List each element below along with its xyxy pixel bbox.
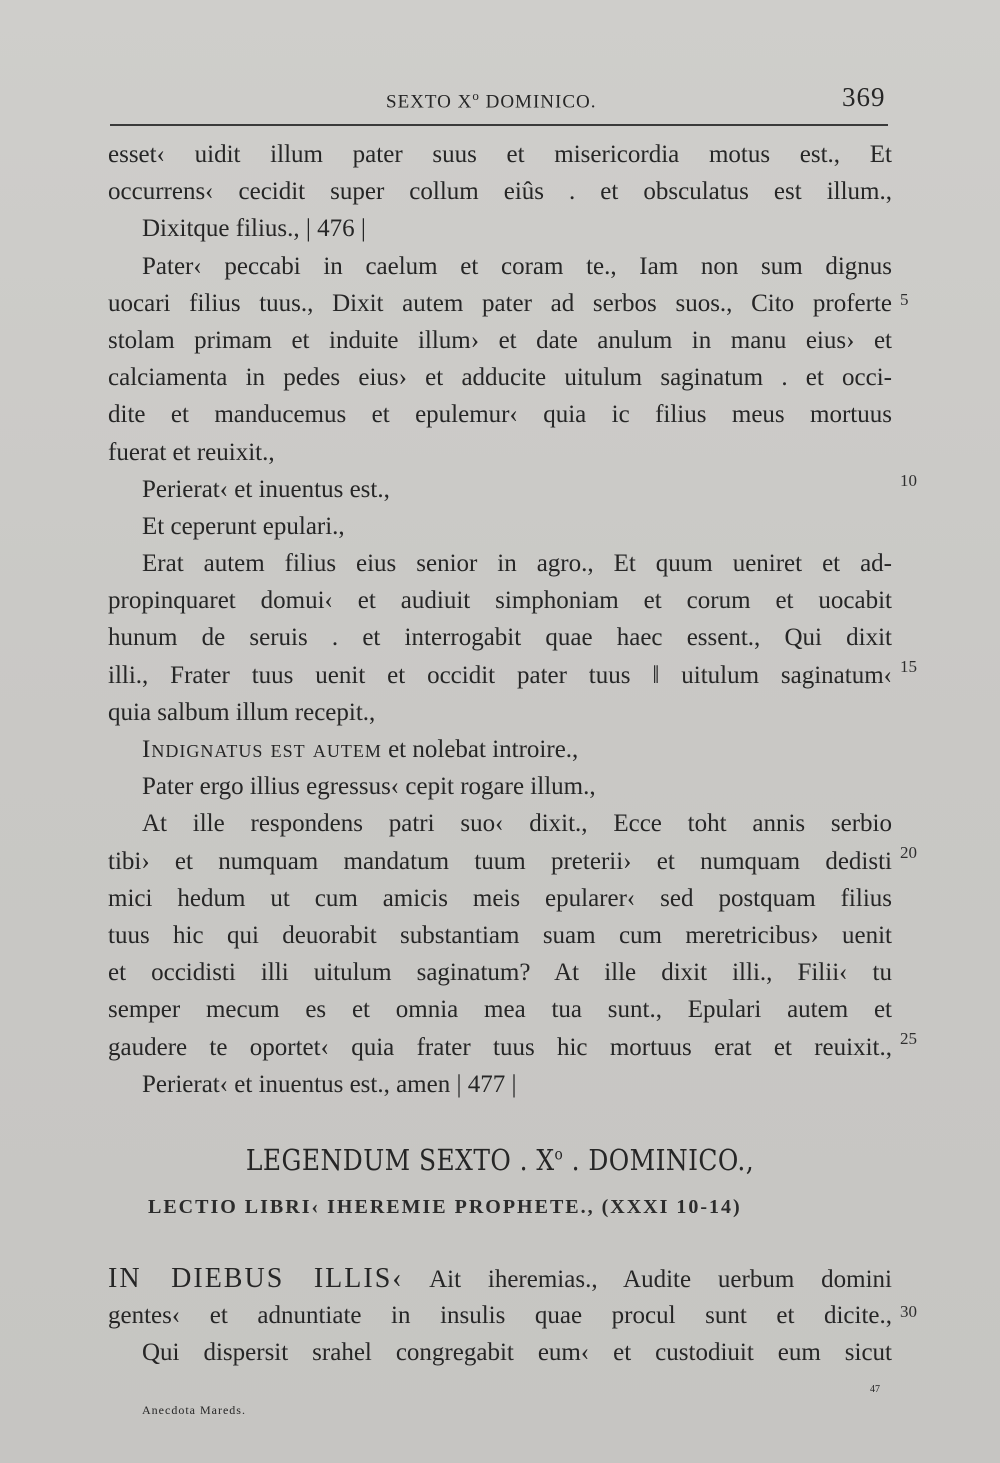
text-line: et occidisti illi uitulum saginatum? At ille dixit illi., Filii‹ tu <box>108 959 892 987</box>
page-number: 369 <box>842 82 886 112</box>
header-rule <box>110 124 888 126</box>
sheet-mark: 47 <box>870 1384 880 1395</box>
text-line: At ille respondens patri suo‹ dixit., Ecce toht annis serbio <box>142 810 892 838</box>
text-line: calciamenta in pedes eius› et adducite uitulum saginatum . et occi- <box>108 364 892 392</box>
text-line-rest: Ait iheremias., Audite uerbum domini <box>403 1266 892 1293</box>
text-line: gaudere te oportet‹ quia frater tuus hic mortuus erat et reuixit., <box>108 1033 892 1061</box>
text-line-rest: et nolebat introire., <box>381 736 579 763</box>
small-caps-phrase: Indignatus est autem <box>142 736 382 763</box>
text-line: dite et manducemus et epulemur‹ quia ic filius meus mortuus <box>108 401 892 429</box>
lection-text <box>108 1260 892 1372</box>
text-line: tuus hic qui deuorabit substantiam suam cum meretricibus› uenit <box>108 921 892 949</box>
running-head-text-end: DOMINICO. <box>479 91 597 113</box>
text-line: Pater‹ peccabi in caelum et coram te., Iam non sum dignus <box>142 252 892 280</box>
line-number: 25 <box>900 1029 917 1048</box>
main-text <box>108 136 892 1103</box>
text-line: Et ceperunt epulari., <box>142 512 345 540</box>
text-line: mici hedum ut cum amicis meis epularer‹ sed postquam filius <box>108 884 892 912</box>
section-subtitle: LECTIO LIBRI‹ IHEREMIE PROPHETE., (XXXI 10-14) <box>148 1196 742 1218</box>
line-number: 30 <box>900 1302 917 1321</box>
section-title <box>163 1143 837 1177</box>
line-number: 20 <box>900 843 917 862</box>
text-line: Qui dispersit srahel congregabit eum‹ et custodiuit eum sicut <box>142 1339 892 1367</box>
text-line: propinquaret domui‹ et audiuit simphoniam et corum et uocabit <box>108 587 892 615</box>
opening-caps: IN DIEBUS ILLIS‹ <box>108 1263 404 1294</box>
line-number: 10 <box>900 471 917 490</box>
text-line: Perierat‹ et inuentus est., amen | 477 | <box>142 1070 517 1098</box>
text-line: hunum de seruis . et interrogabit quae haec essent., Qui dixit <box>108 624 892 652</box>
running-head-text: SEXTO X <box>386 91 473 113</box>
text-line: illi., Frater tuus uenit et occidit pater tuus ‖ uitulum saginatum‹ <box>108 661 892 689</box>
running-head <box>386 88 596 113</box>
section-title-text-end: . DOMINICO., <box>563 1143 755 1177</box>
text-line: Erat autem filius eius senior in agro., Et quum ueniret et ad- <box>142 550 892 578</box>
text-line: Perierat‹ et inuentus est., <box>142 475 390 503</box>
text-line <box>108 731 892 768</box>
text-line: esset‹ uidit illum pater suus et misericordia motus est., Et <box>108 141 892 168</box>
text-line <box>108 1260 892 1297</box>
text-line: Dixitque filius., | 476 | <box>142 215 366 243</box>
text-line: uocari filius tuus., Dixit autem pater ad serbos suos., Cito proferte <box>108 289 892 317</box>
text-line: quia salbum illum recepit., <box>108 698 376 726</box>
section-title-superscript: o <box>554 1144 564 1164</box>
text-line: tibi› et numquam mandatum tuum preterii› et numquam dedisti <box>108 847 892 875</box>
text-line: stolam primam et induite illum› et date anulum in manu eius› et <box>108 326 892 354</box>
line-number: 5 <box>900 290 909 309</box>
text-line: Pater ergo illius egressus‹ cepit rogare illum., <box>142 773 596 801</box>
text-line: semper mecum es et omnia mea tua sunt., Epulari autem et <box>108 996 892 1024</box>
printer-signature: Anecdota Mareds. <box>142 1403 246 1417</box>
text-line: fuerat et reuixit., <box>108 438 275 466</box>
section-title-text: LEGENDUM SEXTO . X <box>245 1143 555 1177</box>
text-line: gentes‹ et adnuntiate in insulis quae procul sunt et dicite., <box>108 1302 892 1330</box>
running-head-superscript: o <box>472 88 480 103</box>
line-number: 15 <box>900 657 917 676</box>
text-line: occurrens‹ cecidit super collum eiûs . et obsculatus est illum., <box>108 178 892 206</box>
